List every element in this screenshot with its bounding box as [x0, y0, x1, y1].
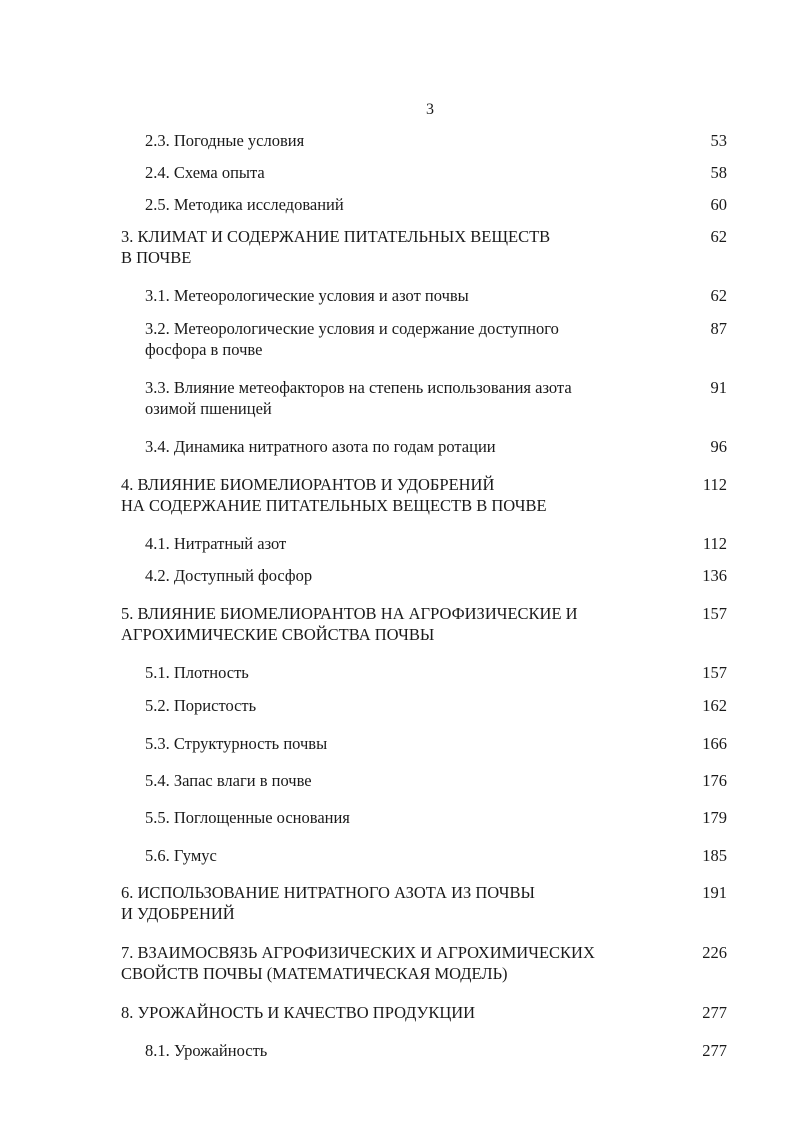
toc-entry-title-line: фосфора в почве: [145, 340, 263, 359]
toc-entry-title-line: 3. КЛИМАТ И СОДЕРЖАНИЕ ПИТАТЕЛЬНЫХ ВЕЩЕСТВ: [121, 227, 551, 246]
toc-entry-title: [121, 942, 595, 984]
toc-entry-page: 91: [710, 378, 727, 397]
toc-entry-title: [121, 226, 550, 268]
toc-entry-title: 3.4. Динамика нитратного азота по годам ротации: [145, 437, 496, 456]
toc-entry-page: 157: [702, 604, 727, 623]
toc-entry-page: 157: [702, 663, 727, 682]
toc-entry-title-line: 5. ВЛИЯНИЕ БИОМЕЛИОРАНТОВ НА АГРОФИЗИЧЕСКИЕ И: [121, 604, 578, 623]
toc-entry-page: 162: [702, 696, 727, 715]
toc-entry-title-line: 7. ВЗАИМОСВЯЗЬ АГРОФИЗИЧЕСКИХ И АГРОХИМИЧЕСКИХ: [121, 943, 595, 962]
toc-entry-title-line: 6. ИСПОЛЬЗОВАНИЕ НИТРАТНОГО АЗОТА ИЗ ПОЧВЫ: [121, 883, 535, 902]
toc-entry-title: 8.1. Урожайность: [145, 1041, 268, 1060]
toc-entry-title: 4.1. Нитратный азот: [145, 534, 287, 553]
toc-entry-page: 87: [710, 319, 727, 338]
toc-entry-page: 112: [702, 475, 727, 494]
toc-entry-page: 60: [710, 195, 727, 214]
toc-entry-page: 176: [702, 771, 727, 790]
toc-entry-page: 185: [702, 846, 727, 865]
toc-entry-page: 62: [710, 286, 727, 305]
toc-entry-title-line: СВОЙСТВ ПОЧВЫ (МАТЕМАТИЧЕСКАЯ МОДЕЛЬ): [121, 964, 508, 983]
toc-entry-title: 2.5. Методика исследований: [145, 195, 344, 214]
toc-entry-title-line: 3.2. Метеорологические условия и содержание доступного: [145, 319, 559, 338]
toc-entry-title: 2.4. Схема опыта: [145, 163, 265, 182]
toc-entry-page: 226: [702, 943, 727, 962]
toc-entry-title-line: 3.3. Влияние метеофакторов на степень использования азота: [145, 378, 572, 397]
toc-entry-title-line: озимой пшеницей: [145, 399, 272, 418]
toc-entry-title: 3.1. Метеорологические условия и азот почвы: [145, 286, 469, 305]
page-number: 3: [426, 101, 434, 118]
toc-entry-page: 62: [710, 227, 727, 246]
toc-entry-page: 53: [710, 131, 727, 150]
toc-entry-page: 166: [702, 734, 727, 753]
toc-entry-title: [121, 474, 547, 516]
toc-entry-title: [121, 603, 578, 645]
toc-entry-title-line: В ПОЧВЕ: [121, 248, 192, 267]
toc-entry-page: 58: [710, 163, 727, 182]
toc-entry-title: 5.5. Поглощенные основания: [145, 808, 350, 827]
toc-entry-page: 96: [710, 437, 727, 456]
toc-entry-page: 191: [702, 883, 727, 902]
toc-entry-title: 2.3. Погодные условия: [145, 131, 305, 150]
toc-entry-title: [145, 318, 559, 360]
toc-entry-title-line: АГРОХИМИЧЕСКИЕ СВОЙСТВА ПОЧВЫ: [121, 625, 435, 644]
toc-entry-title-line: НА СОДЕРЖАНИЕ ПИТАТЕЛЬНЫХ ВЕЩЕСТВ В ПОЧВЕ: [121, 496, 547, 515]
toc-entry-title: 5.2. Пористость: [145, 696, 257, 715]
toc-entry-page: 112: [702, 534, 727, 553]
toc-entry-title: 5.3. Структурность почвы: [145, 734, 328, 753]
toc-entry-page: 179: [702, 808, 727, 827]
toc-entry-title-line: 4. ВЛИЯНИЕ БИОМЕЛИОРАНТОВ И УДОБРЕНИЙ: [121, 475, 495, 494]
toc-entry-title: 8. УРОЖАЙНОСТЬ И КАЧЕСТВО ПРОДУКЦИИ: [121, 1003, 476, 1022]
toc-entry-title: 5.4. Запас влаги в почве: [145, 771, 312, 790]
toc-entry-title: 4.2. Доступный фосфор: [145, 566, 313, 585]
toc-entry-title-line: И УДОБРЕНИЙ: [121, 904, 235, 923]
toc-entry-title: 5.1. Плотность: [145, 663, 249, 682]
toc-entry-title: 5.6. Гумус: [145, 846, 217, 865]
toc-entry-page: 136: [702, 566, 727, 585]
toc-entry-page: 277: [702, 1041, 727, 1060]
toc-entry-title: [121, 882, 535, 924]
toc-entry-title: [145, 377, 572, 419]
toc-entry-page: 277: [702, 1003, 727, 1022]
